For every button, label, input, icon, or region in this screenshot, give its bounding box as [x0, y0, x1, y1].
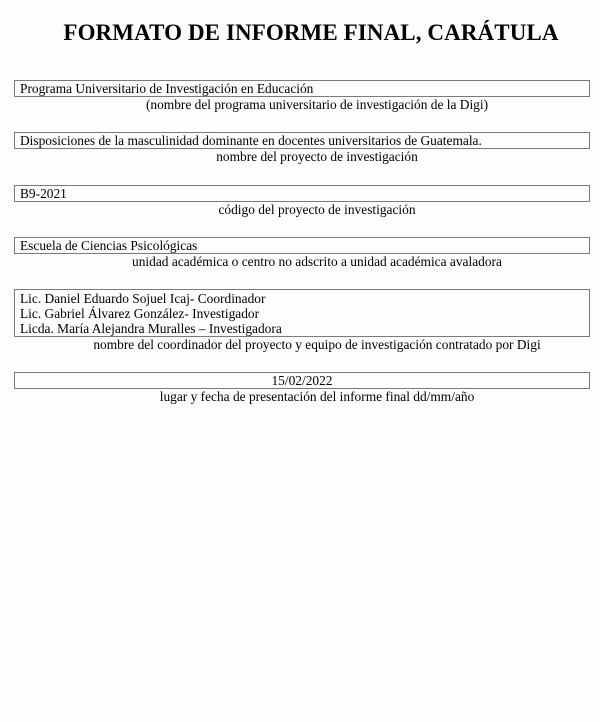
program-name-caption: (nombre del programa universitario de investigación de la Digi): [145, 97, 489, 112]
project-code-value: B9-2021: [20, 186, 67, 201]
presentation-date-field: [14, 372, 590, 389]
project-name-caption: nombre del proyecto de investigación: [216, 149, 418, 164]
team-member: Licda. María Alejandra Muralles – Investigadora: [20, 321, 282, 336]
project-name-field: [14, 132, 590, 149]
project-code-field: [14, 185, 590, 202]
research-team-caption: nombre del coordinador del proyecto y equipo de investigación contratado por Digi: [93, 337, 541, 352]
team-member: Lic. Gabriel Álvarez González- Investigador: [20, 306, 260, 321]
program-name-field: [14, 80, 590, 97]
project-code-caption: código del proyecto de investigación: [218, 202, 416, 217]
academic-unit-caption: unidad académica o centro no adscrito a unidad académica avaladora: [132, 254, 502, 269]
program-name-value: Programa Universitario de Investigación en Educación: [20, 81, 314, 96]
project-name-value: Disposiciones de la masculinidad dominante en docentes universitarios de Guatemala.: [20, 133, 482, 148]
presentation-date-caption: lugar y fecha de presentación del informe final dd/mm/año: [159, 389, 475, 404]
team-member: Lic. Daniel Eduardo Sojuel Icaj- Coordinador: [20, 291, 266, 306]
presentation-date-value: 15/02/2022: [271, 373, 333, 388]
document-title: FORMATO DE INFORME FINAL, CARÁTULA: [63, 20, 559, 45]
research-team-field: [14, 289, 590, 337]
academic-unit-field: [14, 237, 590, 254]
academic-unit-value: Escuela de Ciencias Psicológicas: [20, 238, 198, 253]
